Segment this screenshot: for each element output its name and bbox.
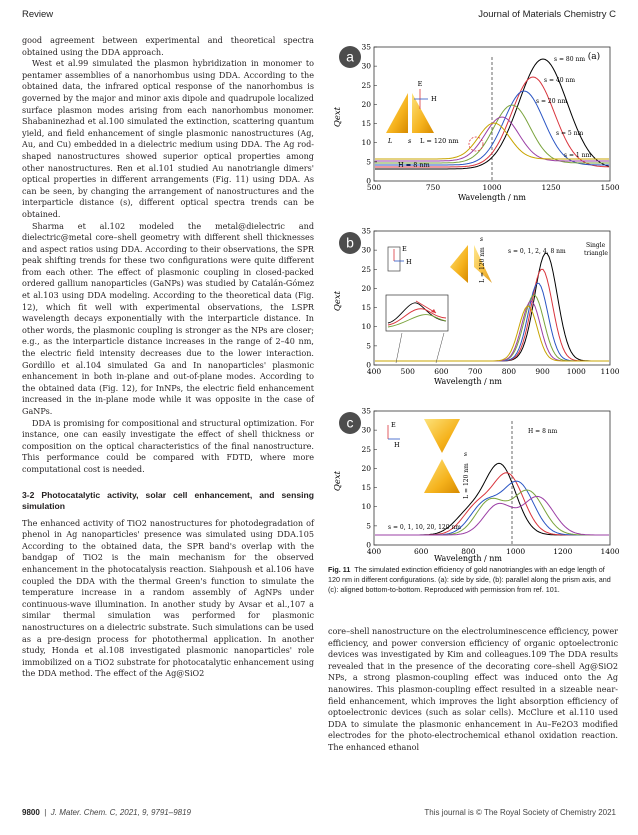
- y-tick-label: 30: [361, 425, 371, 435]
- caption-text: The simulated extinction efficiency of gold nanotriangles with an edge length of 120 nm in different configurations. (a): side by side, (b): parallel along the prism axis, and (c): aligned bottom-to-bottom. Reproduced with permission from ref. 101.: [328, 565, 611, 594]
- x-tick-label: 1000: [482, 183, 502, 192]
- panel-b: [333, 227, 620, 387]
- y-tick-label: 5: [366, 341, 371, 351]
- running-header-left: Review: [22, 9, 54, 20]
- series-label: triangle: [584, 250, 608, 257]
- geom-label: s: [464, 451, 468, 458]
- series-label: s = 40 nm: [544, 77, 576, 84]
- x-tick-label: 1250: [541, 183, 561, 192]
- y-tick-label: 30: [361, 61, 371, 71]
- panel-badge-label: a: [346, 48, 354, 65]
- series-label: s = 0, 1, 10, 20, 120 nm: [388, 524, 461, 531]
- y-tick-label: 20: [361, 99, 371, 109]
- panel-tag: (a): [587, 52, 601, 62]
- x-axis-label: Wavelength / nm: [433, 554, 503, 563]
- y-tick-label: 25: [361, 264, 371, 274]
- y-tick-label: 30: [361, 245, 371, 255]
- x-tick-label: 600: [414, 547, 429, 556]
- geom-label: H: [394, 441, 400, 449]
- y-tick-label: 15: [361, 119, 371, 129]
- y-tick-label: 5: [366, 157, 371, 167]
- x-tick-label: 1500: [600, 183, 620, 192]
- geom-label: H: [406, 258, 412, 266]
- panel-badge-label: b: [346, 234, 354, 251]
- paragraph: The enhanced activity of TiO2 nanostructures for photodegradation of phenol in Ag nanoparticles' presence was simulated using DDA.105 According to the obtained data, the SPR band's overlap with the bandgap of TiO2 is the main mechanism for the observed enhancement in the photocatalysis reaction. Siahpoush et al.106 have coupled the DDA with the thermal Green's function to simulate the temperature increase in a random assembly of AgNPs under continuous-wave illumination. In another study by Avsar et al.,107 a similar thermal simulation was performed for plasmonic nanostructures on a dielectric substrate. Such simulations can be used as a pre-design process for photothermal application. In another study, Honda et al.108 investigated plasmonic nanoparticles' role immobilized on a TiO2 substrate for photocatalytic enhancement using the DDA method. The effect of the Ag@SiO2: [22, 517, 314, 679]
- paragraph: core–shell nanostructure on the electroluminescence efficiency, power efficiency, and power conversion efficiency of organic optoelectronic devices was investigated by Kim and colleagues.109 The DDA results revealed that in the presence of the decorating core–shell Ag@SiO2 NPs, a strong plasmon-coupling effect was induced onto the Ag nanowires. This plasmon-coupling effect resulted in a sizeable near-field enhancement, which improves the light absorption efficiency of optoelectronic devices (such as solar cells). McClure et al.110 used DDA to simulate the plasmonic enhancement in Au–Fe2O3 modified electrodes for the photo-electrochemical ethanol oxidation reaction. The enhanced ethanol: [328, 626, 618, 752]
- x-tick-label: 1000: [506, 547, 526, 556]
- series-label: s = 0, 1, 2, 4, 8 nm: [508, 248, 566, 255]
- panel-a: [333, 43, 620, 203]
- y-tick-label: 10: [361, 138, 371, 148]
- y-tick-label: 10: [361, 502, 371, 512]
- x-tick-label: 400: [366, 367, 382, 376]
- y-tick-label: 10: [361, 322, 371, 332]
- y-tick-label: 15: [361, 303, 371, 313]
- footer-left: 9800 | J. Mater. Chem. C, 2021, 9, 9791–9819: [22, 808, 191, 817]
- geom-label: L = 120 nm: [420, 137, 459, 145]
- right-column-text: [328, 626, 618, 754]
- x-tick-label: 1000: [566, 367, 586, 376]
- y-tick-label: 20: [361, 283, 371, 293]
- x-tick-label: 400: [366, 547, 382, 556]
- geom-label: L = 120 nm: [479, 247, 486, 283]
- x-axis-label: Wavelength / nm: [433, 377, 503, 386]
- geom-label: H: [431, 95, 437, 103]
- panel-c: [333, 407, 620, 564]
- figure-caption: [328, 565, 618, 594]
- y-tick-label: 0: [366, 176, 371, 186]
- x-tick-label: 900: [535, 367, 550, 376]
- x-tick-label: 500: [400, 367, 415, 376]
- series-label: s = 80 nm: [554, 56, 586, 63]
- paragraph: DDA is promising for compositional and structural optimization. For instance, one can easily investigate the effect of shell thickness or composition on the optical characteristics of the final nanostructure. This performance could be compared with FDTD, where more computational cost is needed.: [22, 417, 314, 474]
- series-label: s = 5 nm: [556, 130, 584, 137]
- geom-label: L: [388, 137, 393, 145]
- x-tick-label: 800: [461, 547, 476, 556]
- y-tick-label: 25: [361, 80, 371, 90]
- series-label: s = 1 nm: [564, 152, 592, 159]
- running-header-right: Journal of Materials Chemistry C: [478, 9, 616, 20]
- y-tick-label: 35: [361, 406, 371, 416]
- x-tick-label: 1100: [600, 367, 620, 376]
- left-column: [22, 35, 314, 680]
- geom-label: E: [402, 245, 407, 253]
- y-tick-label: 20: [361, 463, 371, 473]
- x-tick-label: 700: [467, 367, 483, 376]
- geom-label: s: [480, 236, 484, 243]
- geom-label: E: [417, 80, 423, 88]
- geom-label: H = 8 nm: [398, 161, 430, 169]
- footer-right: This journal is © The Royal Society of Chemistry 2021: [424, 808, 616, 817]
- y-tick-label: 25: [361, 444, 371, 454]
- footer-citation: J. Mater. Chem. C, 2021, 9, 9791–9819: [50, 808, 191, 817]
- y-axis-label: Qext: [333, 106, 343, 128]
- caption-label: Fig. 11: [328, 565, 351, 574]
- series-label: Single: [586, 242, 606, 249]
- y-axis-label: Qext: [333, 470, 343, 492]
- series-label: H = 8 nm: [528, 428, 558, 435]
- y-tick-label: 15: [361, 483, 371, 493]
- x-tick-label: 1200: [553, 547, 573, 556]
- y-axis-label: Qext: [333, 290, 343, 312]
- page-number: 9800: [22, 808, 40, 817]
- y-tick-label: 35: [361, 42, 371, 52]
- series-label: s = 20 nm: [536, 98, 568, 105]
- paragraph: good agreement between experimental and theoretical spectra obtained using the DDA approach.: [22, 35, 314, 57]
- geom-label: s: [408, 137, 412, 145]
- x-tick-label: 500: [366, 183, 382, 192]
- x-axis-label: Wavelength / nm: [457, 193, 527, 202]
- geom-label: L = 120 nm: [463, 463, 470, 499]
- geom-label: E: [391, 421, 396, 429]
- y-tick-label: 0: [366, 360, 371, 370]
- x-tick-label: 600: [434, 367, 449, 376]
- x-tick-label: 1400: [600, 547, 620, 556]
- figure-11: [328, 35, 620, 563]
- y-tick-label: 0: [366, 540, 371, 550]
- y-tick-label: 5: [366, 521, 371, 531]
- section-heading: 3-2 Photocatalytic activity, solar cell enhancement, and sensing simulation: [22, 489, 314, 511]
- paragraph: Sharma et al.102 modeled the metal@dielectric and dielectric@metal core–shell geometry with different shell thicknesses and aspect ratios using DDA. According to their observations, the SPR peak shifting trends for these two configurations were quite different from each other. The effect of plasmonic coupling in closed-packed ordered gallium nanoparticles (GaNPs) was studied by Catalán-Gómez et al.103 using DDA modeling. According to the theoretical data (Fig. 12), which fit well with experimental observations, the LSPR wavelength decays exponentially with the interparticle distance. In other words, the plasmonic coupling is stronger as the NPs are closer; e.g., as the interparticle distance increases in the range of 2–40 nm, the electric field intensity decreases due to the lower interaction. Gordillo et al.104 simulated Ga and In nanoparticles' plasmonic enhancement in both in-plane and out-of-plane modes. According to the obtained data (Fig. 12), for InNPs, the electric field enhancement increased in the in-plane mode while it was opposite in the case of GaNPs.: [22, 220, 314, 416]
- figure-11-graphic: [328, 35, 620, 563]
- y-tick-label: 35: [361, 226, 371, 236]
- paragraph: West et al.99 simulated the plasmon hybridization in monomer to pentamer assemblies of a nanorhombus using DDA. According to the obtained data, the infrared optical response of the nanorhombus is governed by the major and minor axis dipole and quadrupole localized surface plasmon modes arising from each nanorhombus monomer. Shabaninezhad et al.100 simulated the extinction, scattering quantum yield, and field enhancement of single plasmonic nanostructures (Ag, Au, and Cu) embedded in a dielectric medium using DDA. The Ag rod-shaped nanostructures showed superior optical properties among other nanostructures. Ren et al.101 studied Au nanotriangle dimers' optical properties in different arrangements (Fig. 11) using DDA. As can be seen, by changing the arrangement of nanostructures and the interparticle distance (s), different optical spectra trends can be obtained.: [22, 58, 314, 219]
- x-tick-label: 800: [501, 367, 517, 376]
- panel-badge-label: c: [346, 414, 354, 431]
- x-tick-label: 750: [425, 183, 441, 192]
